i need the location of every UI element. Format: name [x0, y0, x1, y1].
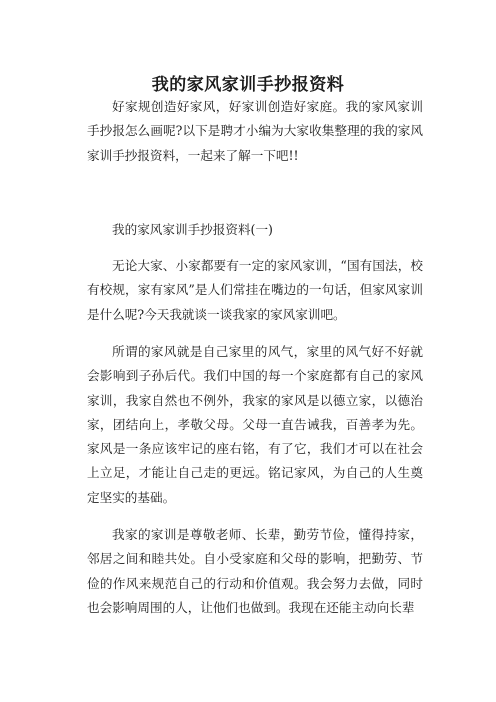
body-paragraph-1: 无论大家、小家都要有一定的家风家训，“国有国法，校有校规，家有家风”是人们常挂在嘴边的一句话，但家风家训是什么呢?今天我就谈一谈我家的家风家训吧。	[87, 258, 423, 322]
document-title: 我的家风家训手抄报资料	[151, 75, 345, 96]
section-heading: 我的家风家训手抄报资料(一)	[112, 222, 273, 237]
body-paragraph-2: 所谓的家风就是自己家里的风气，家里的风气好不好就会影响到子孙后代。我们中国的每一个家庭都有自己的家风家训，我家自然也不例外，我家的家风是以德立家，以德治家，团结向上，孝敬父母。父母一直告诫我，百善孝为先。家风是一条应该牢记的座右铭，有了它，我们才可以在社会上立足，才能让自己走的更远。铭记家风，为自己的人生奠定坚实的基础。	[87, 344, 423, 505]
intro-paragraph: 好家规创造好家风，好家训创造好家庭。我的家风家训手抄报怎么画呢?以下是聘才小编为大家收集整理的我的家风家训手抄报资料，一起来了解一下吧!!	[87, 99, 423, 163]
body-paragraph-3: 我家的家训是尊敬老师、长辈，勤劳节俭，懂得持家，邻居之间和睦共处。自小受家庭和父母的影响，把勤劳、节俭的作风来规范自己的行动和价值观。我会努力去做，同时也会影响周围的人，让他们也做到。我现在还能主动向长辈	[87, 527, 423, 615]
